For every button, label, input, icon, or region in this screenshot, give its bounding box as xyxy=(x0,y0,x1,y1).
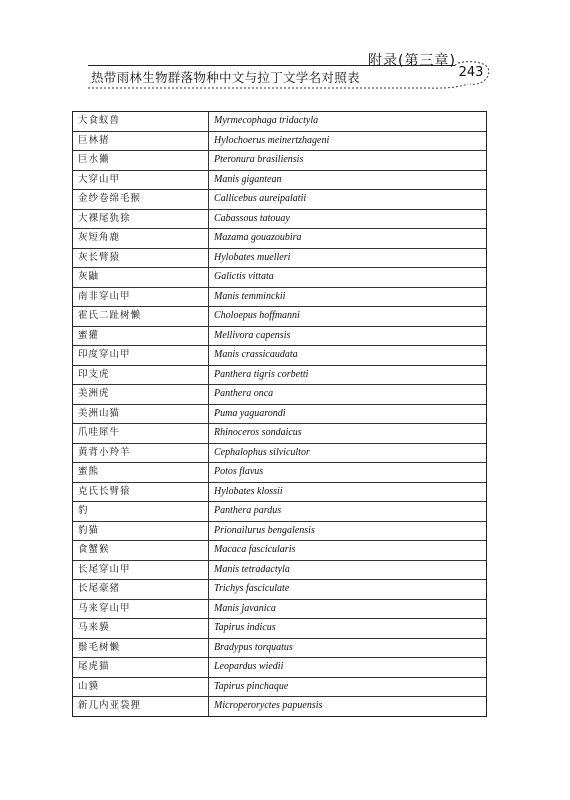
table-row xyxy=(73,151,486,171)
latin-name-cell: Manis gigantean xyxy=(209,170,487,190)
table-subtitle: 热带雨林生物群落物种中文与拉丁文学名对照表 xyxy=(91,70,360,85)
latin-name-cell: Galictis vittata xyxy=(209,268,487,288)
table-row xyxy=(73,287,486,307)
chinese-name-cell: 南非穿山甲 xyxy=(73,287,209,307)
latin-name-cell: Hylobates klossii xyxy=(209,482,487,502)
table-row xyxy=(73,112,486,131)
table-row xyxy=(73,190,486,210)
chinese-name-cell: 克氏长臂猿 xyxy=(73,482,209,502)
chinese-name-cell: 长尾豪猪 xyxy=(73,580,209,600)
latin-name-cell: Myrmecophaga tridactyla xyxy=(209,112,487,131)
page-header xyxy=(0,0,570,100)
chinese-name-cell: 灰鼬 xyxy=(73,268,209,288)
table-row xyxy=(73,248,486,268)
chinese-name-cell: 蜜熊 xyxy=(73,463,209,483)
chinese-name-cell: 大食蚁兽 xyxy=(73,112,209,131)
table-row xyxy=(73,229,486,249)
chinese-name-cell: 马来穿山甲 xyxy=(73,599,209,619)
latin-name-cell: Hylochoerus meinertzhageni xyxy=(209,131,487,151)
table-row xyxy=(73,658,486,678)
latin-name-cell: Choloepus hoffmanni xyxy=(209,307,487,327)
chinese-name-cell: 灰长臂猿 xyxy=(73,248,209,268)
page-number: 243 xyxy=(458,65,484,80)
latin-name-cell: Microperoryctes papuensis xyxy=(209,697,487,716)
latin-name-cell: Puma yaguarondi xyxy=(209,404,487,424)
table-row xyxy=(73,268,486,288)
chinese-name-cell: 大裸尾犰狳 xyxy=(73,209,209,229)
table-row xyxy=(73,599,486,619)
chinese-name-cell: 尾虎猫 xyxy=(73,658,209,678)
latin-name-cell: Manis tetradactyla xyxy=(209,560,487,580)
latin-name-cell: Panthera tigris corbetti xyxy=(209,365,487,385)
table-row xyxy=(73,170,486,190)
latin-name-cell: Potos flavus xyxy=(209,463,487,483)
chapter-title: 附录(第三章) xyxy=(368,53,456,69)
latin-name-cell: Panthera pardus xyxy=(209,502,487,522)
table-row xyxy=(73,482,486,502)
latin-name-cell: Panthera onca xyxy=(209,385,487,405)
table-row xyxy=(73,443,486,463)
latin-name-cell: Manis javanica xyxy=(209,599,487,619)
table-row xyxy=(73,404,486,424)
table-row xyxy=(73,521,486,541)
table-row xyxy=(73,697,486,716)
latin-name-cell: Rhinoceros sondaicus xyxy=(209,424,487,444)
chinese-name-cell: 巨林猪 xyxy=(73,131,209,151)
latin-name-cell: Cabassous tatouay xyxy=(209,209,487,229)
chinese-name-cell: 黄背小羚羊 xyxy=(73,443,209,463)
chinese-name-cell: 大穿山甲 xyxy=(73,170,209,190)
chinese-name-cell: 长尾穿山甲 xyxy=(73,560,209,580)
table-row xyxy=(73,560,486,580)
chinese-name-cell: 鬃毛树懒 xyxy=(73,638,209,658)
latin-name-cell: Trichys fasciculate xyxy=(209,580,487,600)
table-row xyxy=(73,619,486,639)
table-row xyxy=(73,580,486,600)
chinese-name-cell: 豹猫 xyxy=(73,521,209,541)
chinese-name-cell: 豹 xyxy=(73,502,209,522)
table-row xyxy=(73,677,486,697)
table-row xyxy=(73,346,486,366)
chinese-name-cell: 金纱卷绵毛猴 xyxy=(73,190,209,210)
table-row xyxy=(73,638,486,658)
table-row xyxy=(73,424,486,444)
latin-name-cell: Manis temminckii xyxy=(209,287,487,307)
chinese-name-cell: 美洲虎 xyxy=(73,385,209,405)
chinese-name-cell: 印支虎 xyxy=(73,365,209,385)
species-table xyxy=(72,111,487,717)
chinese-name-cell: 山貘 xyxy=(73,677,209,697)
table-row xyxy=(73,209,486,229)
chinese-name-cell: 巨水獭 xyxy=(73,151,209,171)
latin-name-cell: Prionailurus bengalensis xyxy=(209,521,487,541)
table-row xyxy=(73,307,486,327)
table-row xyxy=(73,502,486,522)
latin-name-cell: Leopardus wiedii xyxy=(209,658,487,678)
latin-name-cell: Tapirus indicus xyxy=(209,619,487,639)
latin-name-cell: Cephalophus silvicultor xyxy=(209,443,487,463)
table-row xyxy=(73,463,486,483)
latin-name-cell: Callicebus aureipalatii xyxy=(209,190,487,210)
species-table-body xyxy=(73,112,486,716)
chinese-name-cell: 蜜獾 xyxy=(73,326,209,346)
chinese-name-cell: 新几内亚袋狸 xyxy=(73,697,209,716)
table-row xyxy=(73,131,486,151)
chinese-name-cell: 马来貘 xyxy=(73,619,209,639)
table-row xyxy=(73,365,486,385)
latin-name-cell: Mellivora capensis xyxy=(209,326,487,346)
table-row xyxy=(73,326,486,346)
chinese-name-cell: 霍氏二趾树懒 xyxy=(73,307,209,327)
latin-name-cell: Macaca fascicularis xyxy=(209,541,487,561)
latin-name-cell: Hylobates muelleri xyxy=(209,248,487,268)
table-row xyxy=(73,541,486,561)
latin-name-cell: Manis crassicaudata xyxy=(209,346,487,366)
chinese-name-cell: 爪哇犀牛 xyxy=(73,424,209,444)
chinese-name-cell: 美洲山猫 xyxy=(73,404,209,424)
latin-name-cell: Mazama gouazoubira xyxy=(209,229,487,249)
latin-name-cell: Pteronura brasiliensis xyxy=(209,151,487,171)
table-row xyxy=(73,385,486,405)
chinese-name-cell: 灰短角鹿 xyxy=(73,229,209,249)
chinese-name-cell: 印度穿山甲 xyxy=(73,346,209,366)
chinese-name-cell: 食蟹猴 xyxy=(73,541,209,561)
latin-name-cell: Tapirus pinchaque xyxy=(209,677,487,697)
latin-name-cell: Bradypus torquatus xyxy=(209,638,487,658)
